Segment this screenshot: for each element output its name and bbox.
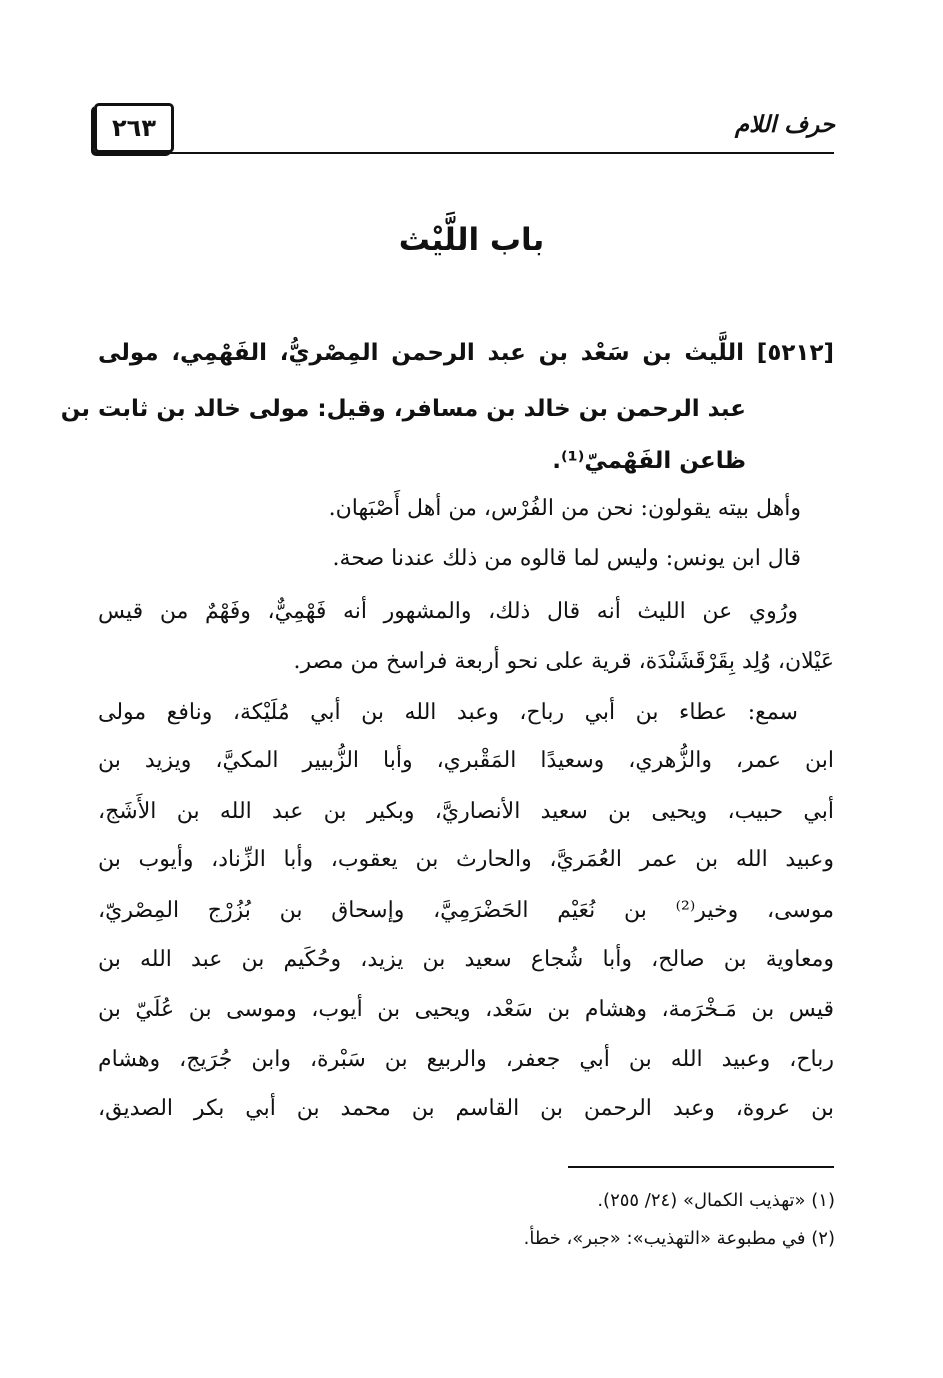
entry-heading-line: عبد الرحمن بن خالد بن مسافر، وقيل: مولى خالد بن ثابت بن (60, 396, 746, 422)
body-line: ابن عمر، والزُّهري، وسعيدًا المَقْبري، وأبا الزُّبيير المكيَّ، ويزيد بن (98, 748, 834, 773)
footnote: (٢) في مطبوعة «التهذيب»: «جبر»، خطأ. (523, 1228, 835, 1249)
page-number: ٢٦٣ (94, 103, 174, 153)
body-line: قال ابن يونس: وليس لما قالوه من ذلك عندنا صحة. (332, 546, 801, 571)
header-rule (94, 152, 834, 154)
body-line: أبي حبيب، ويحيى بن سعيد الأنصاريَّ، وبكير بن عبد الله بن الأَشَج، (98, 799, 834, 824)
running-head: حرف اللام (734, 112, 835, 138)
entry-heading-line: ظاعن الفَهْميّ⁽¹⁾. (552, 448, 746, 474)
body-line: عَيْلان، وُلِد بِقَرْقَشَنْدَة، قرية على نحو أربعة فراسخ من مصر. (293, 649, 834, 674)
body-line: قيس بن مَـخْرَمة، وهشام بن سَعْد، ويحيى بن أيوب، وموسى بن عُلَيّ بن (98, 997, 834, 1022)
body-line: وأهل بيته يقولون: نحن من الفُرْس، من أهل أَصْبَهان. (328, 496, 801, 521)
entry-heading-line: [٥٢١٢] اللَّيث بن سَعْد بن عبد الرحمن المِصْريُّ، الفَهْمِي، مولى (98, 340, 834, 366)
body-line: ورُوي عن الليث أنه قال ذلك، والمشهور أنه فَهْمِيٌّ، وفَهْمٌ من قيس (98, 599, 798, 624)
footnote: (١) «تهذيب الكمال» (٢٤/ ٢٥٥). (597, 1190, 835, 1211)
body-line: موسى، وخير⁽²⁾ بن نُعَيْم الحَضْرَمِيَّ، وإسحاق بن بُزُرْج المِصْريّ، (98, 898, 834, 923)
body-line: بن عروة، وعبد الرحمن بن القاسم بن محمد بن أبي بكر الصديق، (98, 1096, 834, 1121)
body-line: وعبيد الله بن عمر العُمَريَّ، والحارث بن يعقوب، وأبا الزِّناد، وأيوب بن (98, 847, 834, 872)
body-line: سمع: عطاء بن أبي رباح، وعبد الله بن أبي مُلَيْكة، ونافع مولى (98, 700, 798, 725)
footnote-rule (568, 1166, 834, 1168)
body-line: ومعاوية بن صالح، وأبا شُجاع سعيد بن يزيد، وحُكَيم بن عبد الله بن (98, 947, 834, 972)
chapter-title: باب اللَّيْث (398, 222, 545, 258)
body-line: رباح، وعبيد الله بن أبي جعفر، والربيع بن سَبْرة، وابن جُرَيج، وهشام (98, 1047, 834, 1072)
